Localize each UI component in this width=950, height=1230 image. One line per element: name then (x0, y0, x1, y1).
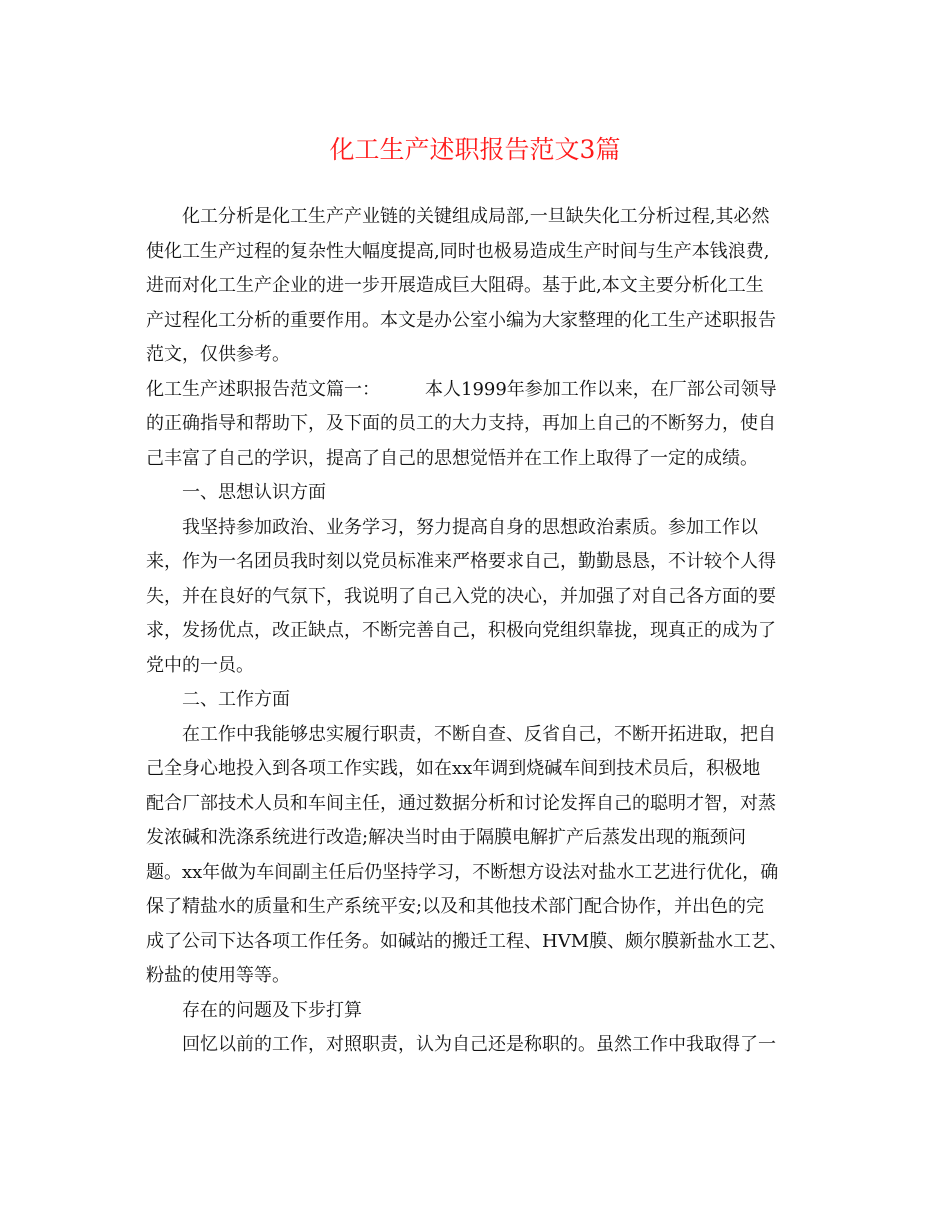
body-line: 产过程化工分析的重要作用。本文是办公室小编为大家整理的化工生产述职报告 (146, 309, 776, 331)
body-line: 保了精盐水的质量和生产系统平安;以及和其他技术部门配合协作，并出色的完 (146, 896, 765, 917)
body-line: 来，作为一名团员我时刻以党员标准来严格要求自己，勤勤恳恳，不计较个人得 (146, 551, 776, 572)
body-line: 我坚持参加政治、业务学习，努力提高自身的思想政治素质。参加工作以 (146, 516, 758, 538)
body-line: 进而对化工生产企业的进一步开展造成巨大阻碍。基于此,本文主要分析化工生 (146, 275, 764, 296)
body-line: 范文，仅供参考。 (146, 344, 290, 365)
body-line: 配合厂部技术人员和车间主任，通过数据分析和讨论发挥自己的聪明才智，对蒸 (146, 792, 776, 814)
section-heading: 二、工作方面 (146, 689, 290, 710)
body-line: 求，发扬优点，改正缺点，不断完善自己，积极向党组织靠拢，现真正的成为了 (146, 620, 776, 641)
body-line: 成了公司下达各项工作任务。如碱站的搬迁工程、HVM膜、颇尔膜新盐水工艺、 (146, 930, 788, 952)
body-line: 回忆以前的工作，对照职责，认为自己还是称职的。虽然工作中我取得了一 (146, 1034, 776, 1055)
body-line: 发浓碱和洗涤系统进行改造;解决当时由于隔膜电解扩产后蒸发出现的瓶颈问 (146, 827, 747, 848)
body-line: 粉盐的使用等等。 (146, 965, 290, 986)
body-line: 己丰富了自己的学识，提高了自己的思想觉悟并在工作上取得了一定的成绩。 (146, 447, 758, 469)
body-line: 失，并在良好的气氛下，我说明了自己入党的决心，并加强了对自己各方面的要 (146, 585, 776, 607)
body-line: 党中的一员。 (146, 654, 254, 676)
document-title: 化工生产述职报告范文3篇 (329, 135, 621, 164)
section-heading: 存在的问题及下步打算 (146, 999, 362, 1021)
body-line: 化工生产述职报告范文篇一： 本人1999年参加工作以来，在厂部公司领导 (146, 378, 777, 400)
body-line: 己全身心地投入到各项工作实践，如在xx年调到烧碱车间到技术员后，积极地 (146, 758, 761, 779)
body-line: 题。xx年做为车间副主任后仍坚持学习，不断想方设法对盐水工艺进行优化，确 (146, 861, 779, 883)
body-line: 使化工生产过程的复杂性大幅度提高,同时也极易造成生产时间与生产本钱浪费, (146, 240, 770, 262)
body-line: 的正确指导和帮助下，及下面的员工的大力支持，再加上自己的不断努力，使自 (146, 413, 776, 434)
body-line: 化工分析是化工生产产业链的关键组成局部,一旦缺失化工分析过程,其必然 (146, 206, 770, 227)
section-heading: 一、思想认识方面 (146, 482, 326, 503)
body-line: 在工作中我能够忠实履行职责，不断自查、反省自己，不断开拓进取，把自 (146, 723, 776, 745)
document-body (146, 200, 806, 1063)
